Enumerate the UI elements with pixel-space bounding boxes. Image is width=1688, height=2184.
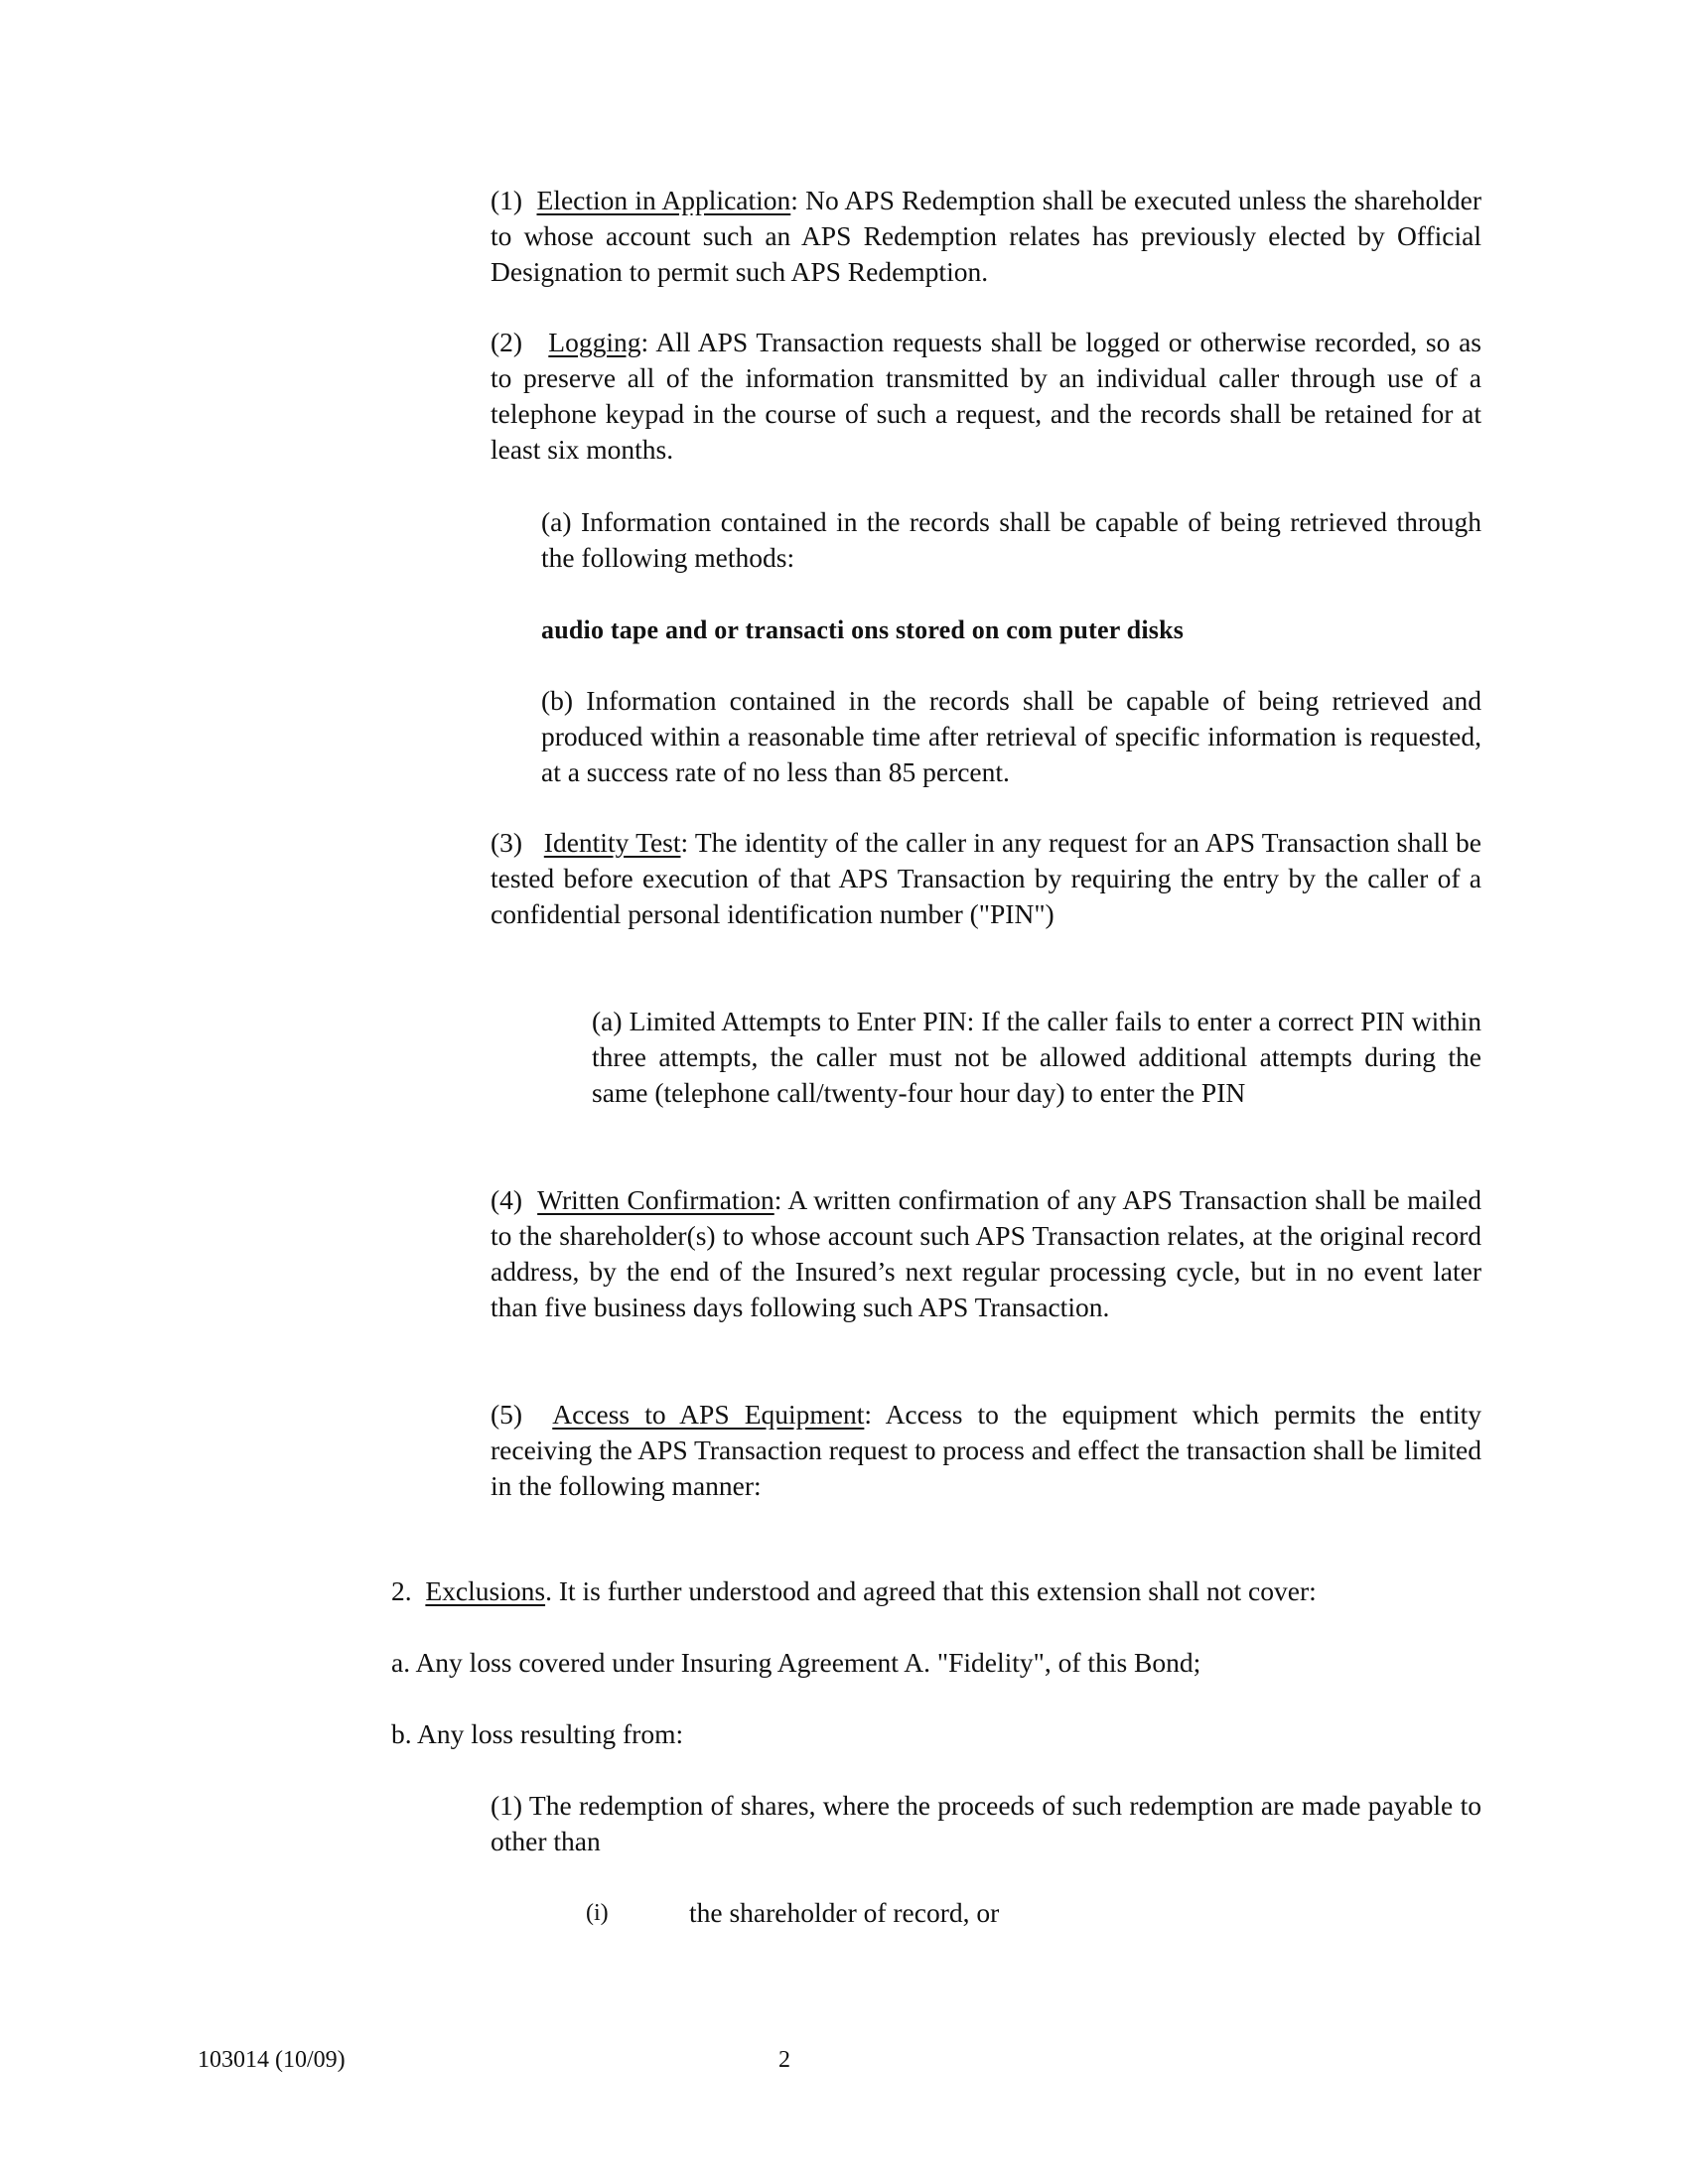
exclusion-b-1: (1) The redemption of shares, where the proceeds of such redemption are made payable to other than [491,1790,1481,1856]
paragraph-heading: Election in Application [536,185,791,215]
exclusion-b-i-label: (i) [586,1900,609,1926]
paragraph-identity-test-a: (a) Limited Attempts to Enter PIN: If the caller fails to enter a correct PIN within three attempts, the caller must not be allowed additional attempts during the same (telephone call/twenty-four hour day) to enter the PIN [592,1006,1481,1108]
paragraph-heading: Logging [548,327,641,357]
paragraph-number: (4) [491,1184,523,1215]
paragraph-text: : The identity of the caller in any request for an APS Transaction shall be tested before execution of that APS Transaction by requiring the entry by the caller of a confidential personal identification number ("PIN") [491,827,1482,929]
paragraph-text: : A written confirmation of any APS Transaction shall be mailed to the shareholder(s) to whose account such APS Transaction relates, at the original record address, by the end of the Insured’s next regular processing cycle, but in no event later than five business days following such APS Transaction. [491,1184,1481,1322]
paragraph-identity-test [491,825,1481,932]
page-number: 2 [778,2047,790,2073]
paragraph-access-to-aps-equipment [491,1397,1481,1504]
section-heading: Exclusions [425,1575,546,1606]
exclusion-b-i-text: the shareholder of record, or [689,1897,1000,1928]
exclusion-a: a. Any loss covered under Insuring Agreement A. "Fidelity", of this Bond; [391,1647,1201,1678]
paragraph-written-confirmation [491,1182,1481,1325]
paragraph-text: : Access to the equipment which permits the entity receiving the APS Transaction request to process and effect the transaction shall be limited in the following manner: [491,1399,1481,1501]
form-number: 103014 (10/09) [198,2047,346,2073]
section-text: . It is further understood and agreed that this extension shall not cover: [545,1575,1317,1606]
paragraph-text: : No APS Redemption shall be executed unless the shareholder to whose account such an APS Redemption relates has previously elected by Official Designation to permit such APS Redemption. [491,185,1481,287]
paragraph-heading: Access to APS Equipment [552,1399,865,1430]
paragraph-heading: Identity Test [543,827,681,858]
paragraph-number: (2) [491,327,523,357]
section-number: 2. [391,1575,412,1606]
paragraph-heading: Written Confirmation [537,1184,774,1215]
paragraph-logging [491,325,1481,468]
retrieval-methods: audio tape and or transacti ons stored on com puter disks [541,615,1185,644]
paragraph-logging-b: (b) Information contained in the records shall be capable of being retrieved and produced within a reasonable time after retrieval of specific information is requested, at a success rate of no less than 85 percent. [541,685,1481,787]
exclusion-b: b. Any loss resulting from: [391,1718,684,1749]
paragraph-logging-a: (a) Information contained in the records shall be capable of being retrieved through the following methods: [541,506,1481,573]
paragraph-election-in-application [491,183,1481,290]
paragraph-number: (3) [491,827,523,858]
paragraph-text: : All APS Transaction requests shall be logged or otherwise recorded, so as to preserve all of the information transmitted by an individual caller through use of a telephone keypad in the course of such a request, and the records shall be retained for at least six months. [491,327,1481,465]
paragraph-number: (1) [491,185,523,215]
section-exclusions [391,1573,1483,1609]
paragraph-number: (5) [491,1399,523,1430]
